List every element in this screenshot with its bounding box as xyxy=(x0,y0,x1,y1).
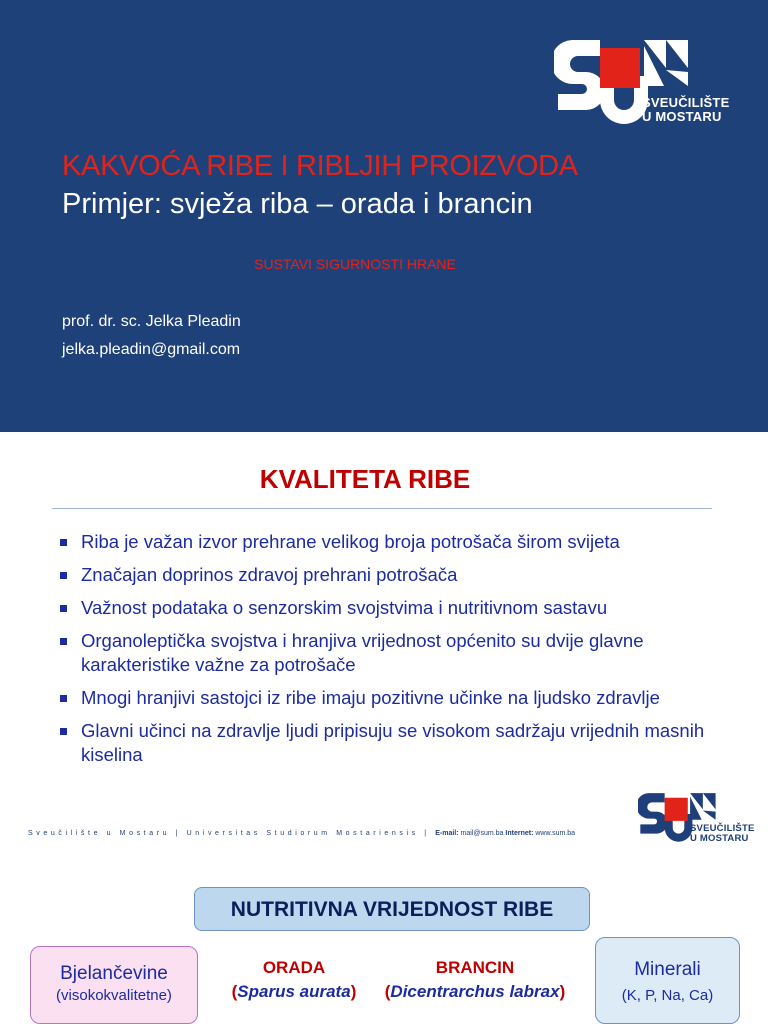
fish-name: BRANCIN xyxy=(435,958,515,977)
list-item: Značajan doprinos zdravoj prehrani potrošača xyxy=(60,563,710,587)
author-name: prof. dr. sc. Jelka Pleadin xyxy=(62,313,241,330)
list-item: Mnogi hranjivi sastojci iz ribe imaju pozitivne učinke na ljudsko zdravlje xyxy=(60,686,710,710)
university-logo xyxy=(554,38,744,128)
footer-contact: E-mail: mail@sum.ba Internet: www.sum.ba xyxy=(435,830,576,837)
bullet-square-icon xyxy=(60,605,67,612)
course-name: SUSTAVI SIGURNOSTI HRANE xyxy=(254,256,456,272)
fish-brancin xyxy=(370,958,580,1002)
fish-name: ORADA xyxy=(262,958,326,977)
footer-institution: Sveučilište u Mostaru | Universitas Studiorum Mostariensis | xyxy=(28,830,430,837)
quality-slide xyxy=(0,440,768,860)
protein-box xyxy=(30,946,198,1024)
bullet-square-icon xyxy=(60,695,67,702)
title-slide xyxy=(0,0,768,432)
list-item: Riba je važan izvor prehrane velikog broja potrošača širom svijeta xyxy=(60,530,710,554)
bullet-square-icon xyxy=(60,572,67,579)
heading-divider xyxy=(52,508,712,509)
list-item: Važnost podataka o senzorskim svojstvima i nutritivnom sastavu xyxy=(60,596,710,620)
protein-sub: (visokokvalitetne) xyxy=(56,987,172,1004)
logo-wordmark: SVEUČILIŠTE U MOSTARU xyxy=(690,823,755,844)
minerals-sub: (K, P, Na, Ca) xyxy=(621,987,714,1004)
fish-orada xyxy=(210,958,378,1002)
footer-website[interactable]: www.sum.ba xyxy=(535,830,576,837)
presentation-title: KAKVOĆA RIBE I RIBLJIH PROIZVODA xyxy=(62,150,578,182)
bullet-square-icon xyxy=(60,728,67,735)
nutrition-slide xyxy=(0,870,768,1024)
minerals-box xyxy=(595,937,740,1024)
presentation-subtitle: Primjer: svježa riba – orada i brancin xyxy=(62,188,533,220)
list-item: Organoleptička svojstva i hranjiva vrijednost općenito su dvije glavne karakteristike važne za potrošače xyxy=(60,629,710,677)
logo-line-1: SVEUČILIŠTE xyxy=(642,95,730,110)
minerals-label: Minerali xyxy=(634,959,701,980)
fish-latin-name: (Dicentrarchus labrax) xyxy=(384,982,566,1001)
slide-heading: KVALITETA RIBE xyxy=(259,464,471,494)
slide-footer xyxy=(28,830,575,837)
footer-email[interactable]: mail@sum.ba xyxy=(460,830,504,837)
university-logo-small xyxy=(638,790,755,846)
fish-latin-name: (Sparus aurata) xyxy=(231,982,357,1001)
logo-line-2: U MOSTARU xyxy=(642,109,722,124)
author-email: jelka.pleadin@gmail.com xyxy=(62,341,241,358)
bullet-square-icon xyxy=(60,539,67,546)
bullet-square-icon xyxy=(60,638,67,645)
protein-label: Bjelančevine xyxy=(60,963,168,984)
bullet-list xyxy=(60,530,710,776)
nutrition-title-box: NUTRITIVNA VRIJEDNOST RIBE xyxy=(194,887,590,931)
list-item: Glavni učinci na zdravlje ljudi pripisuju se visokom sadržaju vrijednih masnih kiselina xyxy=(60,719,710,767)
logo-wordmark xyxy=(642,96,729,124)
